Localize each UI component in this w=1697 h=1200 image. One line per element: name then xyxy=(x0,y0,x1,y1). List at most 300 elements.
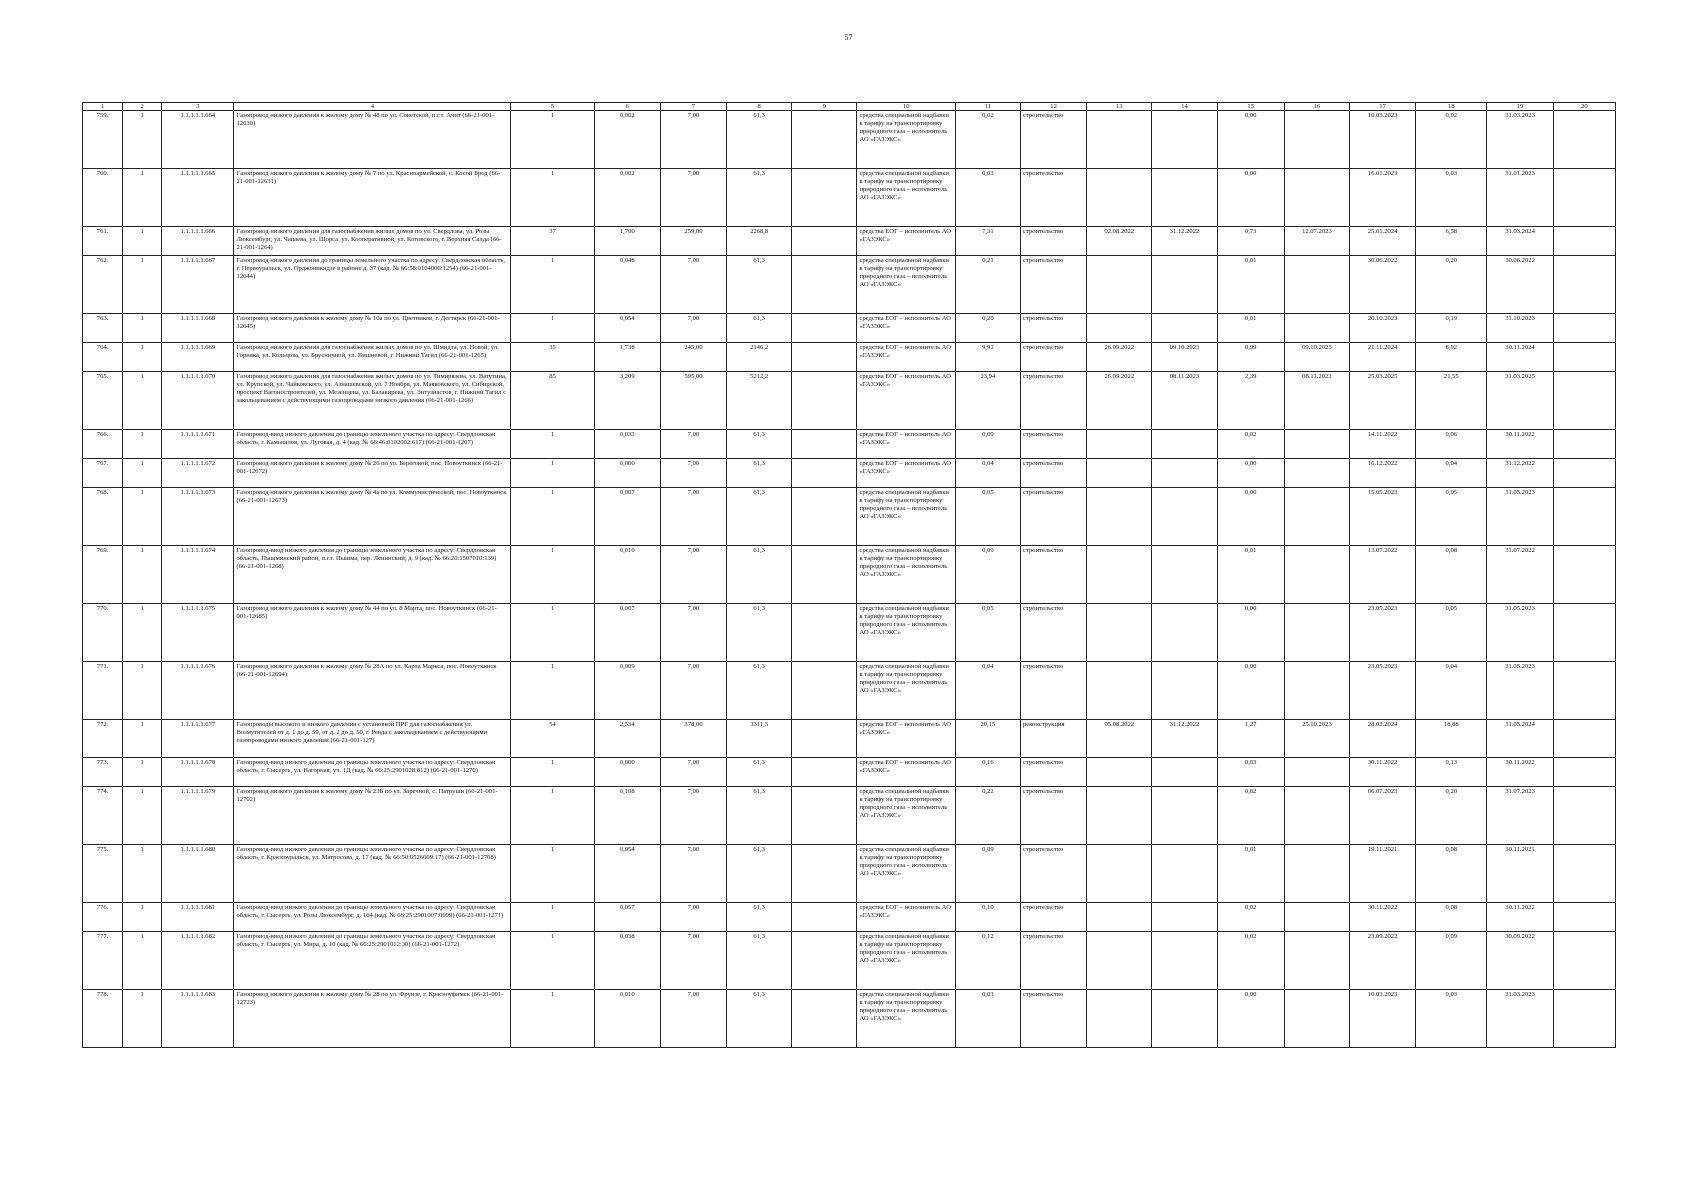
column-number-6: 6 xyxy=(594,103,660,111)
col-6: 0,057 xyxy=(594,903,660,932)
table-row xyxy=(83,932,1616,990)
col-6: 0,108 xyxy=(594,787,660,845)
col-8: 61,3 xyxy=(727,845,792,903)
col-17: 06.07.2023 xyxy=(1350,787,1416,845)
funding-source: средства ЕОГ – исполнитель АО «ГАЗЭКС» xyxy=(857,903,955,932)
col-9 xyxy=(792,488,857,546)
row-number: 766. xyxy=(83,430,123,459)
col-5: 37 xyxy=(511,227,594,256)
col-14: 09.10.2023 xyxy=(1152,343,1217,372)
table-row xyxy=(83,111,1616,169)
work-type: строительство xyxy=(1020,546,1086,604)
col-9 xyxy=(792,903,857,932)
col-9 xyxy=(792,459,857,488)
col-13 xyxy=(1087,256,1152,314)
table-row xyxy=(83,227,1616,256)
col-13: 26.09.2022 xyxy=(1087,372,1152,430)
col-13 xyxy=(1087,932,1152,990)
col-16 xyxy=(1284,758,1349,787)
item-code: 1.1.1.1.1.674 xyxy=(162,546,234,604)
col-6: 0,038 xyxy=(594,932,660,990)
col-8: 61,3 xyxy=(727,604,792,662)
column-number-16: 16 xyxy=(1284,103,1349,111)
funding-source: средства ЕОГ – исполнитель АО «ГАЗЭКС» xyxy=(857,720,955,758)
funding-source: средства ЕОГ – исполнитель АО «ГАЗЭКС» xyxy=(857,343,955,372)
col-14 xyxy=(1152,314,1217,343)
col-8: 61,3 xyxy=(727,111,792,169)
col-8: 2146,2 xyxy=(727,343,792,372)
col-2: 1 xyxy=(123,343,162,372)
object-name: Газопровод-ввод низкого давления до границы земельного участка по адресу: Свердловская область, г. Камышлов, ул. Луговая, д. 4 (кад. № 66:46:0102002:617) (66-21-001-1267) xyxy=(234,430,511,459)
col-18: 0,20 xyxy=(1416,256,1487,314)
col-17: 16.01.2023 xyxy=(1350,169,1416,227)
funding-source: средства ЕОГ – исполнитель АО «ГАЗЭКС» xyxy=(857,314,955,343)
col-7: 7,00 xyxy=(660,932,726,990)
object-name: Газопровод-ввод низкого давления до границы земельного участка по адресу: Свердловская область, г. Сысерть, ул. Нагорная, уч. 1Д (кад. № 66:25:2901028:812) (66-21-001-1270) xyxy=(234,758,511,787)
col-5: 1 xyxy=(511,111,594,169)
table-row xyxy=(83,662,1616,720)
col-5: 1 xyxy=(511,169,594,227)
col-7: 7,00 xyxy=(660,169,726,227)
col-19: 31.05.2024 xyxy=(1487,720,1553,758)
col-15: 0,01 xyxy=(1217,314,1284,343)
row-number: 768. xyxy=(83,488,123,546)
col-18: 6,58 xyxy=(1416,227,1487,256)
col-11: 0,20 xyxy=(955,314,1020,343)
col-19: 30.11.2022 xyxy=(1487,758,1553,787)
col-6: 0,054 xyxy=(594,314,660,343)
item-code: 1.1.1.1.1.681 xyxy=(162,903,234,932)
col-9 xyxy=(792,430,857,459)
col-14 xyxy=(1152,845,1217,903)
column-number-17: 17 xyxy=(1350,103,1416,111)
item-code: 1.1.1.1.1.672 xyxy=(162,459,234,488)
table-row xyxy=(83,903,1616,932)
table-row xyxy=(83,343,1616,372)
table-row xyxy=(83,372,1616,430)
col-13 xyxy=(1087,845,1152,903)
work-type: строительство xyxy=(1020,169,1086,227)
col-9 xyxy=(792,990,857,1048)
item-code: 1.1.1.1.1.669 xyxy=(162,343,234,372)
col-2: 1 xyxy=(123,758,162,787)
col-7: 7,00 xyxy=(660,314,726,343)
col-19: 31.05.2023 xyxy=(1487,488,1553,546)
col-17: 25.01.2024 xyxy=(1350,227,1416,256)
col-16 xyxy=(1284,990,1349,1048)
col-16 xyxy=(1284,787,1349,845)
table-row xyxy=(83,314,1616,343)
col-14 xyxy=(1152,932,1217,990)
col-11: 0,04 xyxy=(955,662,1020,720)
col-18: 0,09 xyxy=(1416,932,1487,990)
col-14 xyxy=(1152,758,1217,787)
work-type: строительство xyxy=(1020,343,1086,372)
col-11: 23,94 xyxy=(955,372,1020,430)
table-row xyxy=(83,488,1616,546)
col-20 xyxy=(1553,845,1615,903)
col-15: 2,39 xyxy=(1217,372,1284,430)
col-14 xyxy=(1152,169,1217,227)
col-7: 7,00 xyxy=(660,256,726,314)
item-code: 1.1.1.1.1.673 xyxy=(162,488,234,546)
object-name: Газопровод низкого давления для газоснабжения жилых домов по ул. Свердлова, ул. Розы Люксембург, ул. Чапаева, ул. Щорса, ул. Кооперативной, ул. Котовского, г. Верхняя Салда (66-21-001-1264) xyxy=(234,227,511,256)
funding-source: средства специальной надбавки к тарифу на транспортировку природного газа – исполнитель АО «ГАЗЭКС» xyxy=(857,488,955,546)
col-2: 1 xyxy=(123,787,162,845)
col-19: 31.12.2022 xyxy=(1487,459,1553,488)
col-9 xyxy=(792,256,857,314)
col-18: 21,55 xyxy=(1416,372,1487,430)
col-8: 61,3 xyxy=(727,932,792,990)
col-5: 1 xyxy=(511,787,594,845)
col-6: 1,700 xyxy=(594,227,660,256)
col-11: 0,12 xyxy=(955,932,1020,990)
work-type: строительство xyxy=(1020,256,1086,314)
column-number-7: 7 xyxy=(660,103,726,111)
col-17: 26.10.2023 xyxy=(1350,314,1416,343)
col-20 xyxy=(1553,662,1615,720)
col-11: 0,05 xyxy=(955,604,1020,662)
row-number: 759. xyxy=(83,111,123,169)
row-number: 765. xyxy=(83,372,123,430)
col-18: 0,08 xyxy=(1416,903,1487,932)
col-6: 0,010 xyxy=(594,990,660,1048)
item-code: 1.1.1.1.1.678 xyxy=(162,758,234,787)
col-2: 1 xyxy=(123,932,162,990)
col-9 xyxy=(792,314,857,343)
col-5: 54 xyxy=(511,720,594,758)
funding-source: средства специальной надбавки к тарифу на транспортировку природного газа – исполнитель АО «ГАЗЭКС» xyxy=(857,662,955,720)
column-number-row xyxy=(83,103,1616,111)
col-15: 0,99 xyxy=(1217,343,1284,372)
col-14 xyxy=(1152,903,1217,932)
row-number: 773. xyxy=(83,758,123,787)
row-number: 770. xyxy=(83,604,123,662)
col-2: 1 xyxy=(123,169,162,227)
object-name: Газопровод низкого давления для газоснабжения жилых домов по ул. Шмидта, ул. Новой, ул. Горняка, ул. Кольцова, ул. Брусничной, ул. Вишневой, г. Нижний Тагил (66-21-001-1265) xyxy=(234,343,511,372)
row-number: 767. xyxy=(83,459,123,488)
item-code: 1.1.1.1.1.668 xyxy=(162,314,234,343)
col-17: 21.11.2024 xyxy=(1350,343,1416,372)
funding-source: средства ЕОГ – исполнитель АО «ГАЗЭКС» xyxy=(857,372,955,430)
col-2: 1 xyxy=(123,662,162,720)
col-9 xyxy=(792,227,857,256)
item-code: 1.1.1.1.1.676 xyxy=(162,662,234,720)
column-number-10: 10 xyxy=(857,103,955,111)
row-number: 771. xyxy=(83,662,123,720)
col-5: 1 xyxy=(511,430,594,459)
funding-source: средства специальной надбавки к тарифу на транспортировку природного газа – исполнитель АО «ГАЗЭКС» xyxy=(857,787,955,845)
table-row xyxy=(83,546,1616,604)
row-number: 761. xyxy=(83,227,123,256)
col-18: 0,04 xyxy=(1416,662,1487,720)
work-type: строительство xyxy=(1020,903,1086,932)
col-20 xyxy=(1553,169,1615,227)
work-type: реконструкция xyxy=(1020,720,1086,758)
col-6: 0,002 xyxy=(594,111,660,169)
col-2: 1 xyxy=(123,111,162,169)
page-number: 57 xyxy=(844,33,853,42)
col-13 xyxy=(1087,758,1152,787)
col-13 xyxy=(1087,430,1152,459)
table-row xyxy=(83,787,1616,845)
col-15: 0,73 xyxy=(1217,227,1284,256)
col-9 xyxy=(792,662,857,720)
col-15: 0,00 xyxy=(1217,111,1284,169)
col-8: 61,3 xyxy=(727,169,792,227)
col-7: 7,00 xyxy=(660,604,726,662)
col-18: 0,19 xyxy=(1416,314,1487,343)
column-number-9: 9 xyxy=(792,103,857,111)
col-2: 1 xyxy=(123,314,162,343)
column-number-4: 4 xyxy=(234,103,511,111)
col-13 xyxy=(1087,903,1152,932)
col-14 xyxy=(1152,546,1217,604)
col-6: 0,048 xyxy=(594,256,660,314)
col-7: 7,00 xyxy=(660,990,726,1048)
column-number-13: 13 xyxy=(1087,103,1152,111)
table-row xyxy=(83,845,1616,903)
col-8: 61,3 xyxy=(727,430,792,459)
object-name: Газопровод-ввод низкого давления до границы земельного участка по адресу: Свердловская область, г. Сысерть, ул. Розы Люксембург, д. 164 (кад. № 66:25:2901007:0099) (66-21-001-1271) xyxy=(234,903,511,932)
col-7: 7,00 xyxy=(660,488,726,546)
col-13: 26.09.2022 xyxy=(1087,343,1152,372)
col-6: 2,534 xyxy=(594,720,660,758)
col-16 xyxy=(1284,314,1349,343)
col-16 xyxy=(1284,932,1349,990)
col-17: 10.03.2023 xyxy=(1350,111,1416,169)
col-18: 0,03 xyxy=(1416,990,1487,1048)
col-19: 30.11.2022 xyxy=(1487,430,1553,459)
column-number-19: 19 xyxy=(1487,103,1553,111)
col-19: 30.06.2022 xyxy=(1487,256,1553,314)
col-13 xyxy=(1087,314,1152,343)
funding-source: средства специальной надбавки к тарифу на транспортировку природного газа – исполнитель АО «ГАЗЭКС» xyxy=(857,932,955,990)
col-8: 61,3 xyxy=(727,787,792,845)
work-type: строительство xyxy=(1020,227,1086,256)
col-16 xyxy=(1284,903,1349,932)
object-name: Газопровод-ввод низкого давления до границы земельного участка по адресу: Свердловская область, Пышминский район, п.г.т. Пышма, пер. Ленинский, д. 9 (кад. № 66:20:1507010:139) (66-21-001-1268) xyxy=(234,546,511,604)
work-type: строительство xyxy=(1020,787,1086,845)
col-14 xyxy=(1152,662,1217,720)
col-20 xyxy=(1553,343,1615,372)
col-14 xyxy=(1152,488,1217,546)
col-6: 0,000 xyxy=(594,758,660,787)
col-5: 1 xyxy=(511,758,594,787)
row-number: 762. xyxy=(83,256,123,314)
col-16 xyxy=(1284,169,1349,227)
col-2: 1 xyxy=(123,720,162,758)
col-6: 0,033 xyxy=(594,430,660,459)
col-13 xyxy=(1087,111,1152,169)
col-20 xyxy=(1553,111,1615,169)
col-5: 1 xyxy=(511,546,594,604)
col-19: 31.05.2023 xyxy=(1487,662,1553,720)
col-6: 0,002 xyxy=(594,169,660,227)
col-15: 0,01 xyxy=(1217,256,1284,314)
col-19: 31.07.2022 xyxy=(1487,546,1553,604)
object-name: Газопровод низкого давления к жилому дому № 23Б по ул. Заречной, с. Патруши (66-21-001-12702) xyxy=(234,787,511,845)
col-16 xyxy=(1284,662,1349,720)
col-11: 0,05 xyxy=(955,488,1020,546)
col-13 xyxy=(1087,787,1152,845)
column-number-12: 12 xyxy=(1020,103,1086,111)
col-7: 7,00 xyxy=(660,662,726,720)
col-11: 20,15 xyxy=(955,720,1020,758)
col-18: 0,05 xyxy=(1416,604,1487,662)
col-9 xyxy=(792,343,857,372)
col-16: 12.07.2023 xyxy=(1284,227,1349,256)
row-number: 760. xyxy=(83,169,123,227)
col-17: 25.03.2025 xyxy=(1350,372,1416,430)
col-20 xyxy=(1553,372,1615,430)
column-number-3: 3 xyxy=(162,103,234,111)
col-17: 30.11.2022 xyxy=(1350,903,1416,932)
col-14 xyxy=(1152,459,1217,488)
column-number-8: 8 xyxy=(727,103,792,111)
col-7: 7,00 xyxy=(660,903,726,932)
col-11: 0,03 xyxy=(955,990,1020,1048)
col-14: 31.12.2022 xyxy=(1152,720,1217,758)
col-7: 7,00 xyxy=(660,758,726,787)
col-9 xyxy=(792,546,857,604)
col-11: 0,16 xyxy=(955,758,1020,787)
table-row xyxy=(83,459,1616,488)
col-16 xyxy=(1284,111,1349,169)
col-17: 10.03.2023 xyxy=(1350,990,1416,1048)
column-number-18: 18 xyxy=(1416,103,1487,111)
col-20 xyxy=(1553,546,1615,604)
col-15: 0,00 xyxy=(1217,459,1284,488)
col-7: 245,00 xyxy=(660,343,726,372)
col-5: 1 xyxy=(511,488,594,546)
row-number: 776. xyxy=(83,903,123,932)
item-code: 1.1.1.1.1.683 xyxy=(162,990,234,1048)
col-19: 30.09.2022 xyxy=(1487,932,1553,990)
object-name: Газопровод низкого давления к жилому дому № 10а по ул. Цветников, г. Дегтярск (66-21-001-12645) xyxy=(234,314,511,343)
work-type: строительство xyxy=(1020,990,1086,1048)
col-9 xyxy=(792,111,857,169)
funding-source: средства ЕОГ – исполнитель АО «ГАЗЭКС» xyxy=(857,227,955,256)
col-11: 0,09 xyxy=(955,546,1020,604)
funding-source: средства ЕОГ – исполнитель АО «ГАЗЭКС» xyxy=(857,758,955,787)
col-8: 61,3 xyxy=(727,990,792,1048)
col-5: 1 xyxy=(511,314,594,343)
col-2: 1 xyxy=(123,227,162,256)
col-16 xyxy=(1284,604,1349,662)
col-14 xyxy=(1152,990,1217,1048)
col-15: 0,03 xyxy=(1217,758,1284,787)
col-8: 61,3 xyxy=(727,459,792,488)
funding-source: средства ЕОГ – исполнитель АО «ГАЗЭКС» xyxy=(857,430,955,459)
funding-source: средства специальной надбавки к тарифу на транспортировку природного газа – исполнитель АО «ГАЗЭКС» xyxy=(857,546,955,604)
col-2: 1 xyxy=(123,372,162,430)
col-8: 5212,2 xyxy=(727,372,792,430)
col-19: 30.11.2022 xyxy=(1487,903,1553,932)
col-15: 0,02 xyxy=(1217,932,1284,990)
table-row xyxy=(83,758,1616,787)
col-9 xyxy=(792,787,857,845)
item-code: 1.1.1.1.1.671 xyxy=(162,430,234,459)
funding-source: средства ЕОГ – исполнитель АО «ГАЗЭКС» xyxy=(857,459,955,488)
col-18: 0,06 xyxy=(1416,430,1487,459)
col-20 xyxy=(1553,990,1615,1048)
col-15: 1,27 xyxy=(1217,720,1284,758)
col-11: 0,09 xyxy=(955,430,1020,459)
col-19: 31.03.2024 xyxy=(1487,227,1553,256)
col-14 xyxy=(1152,787,1217,845)
col-17: 23.05.2023 xyxy=(1350,604,1416,662)
col-17: 30.06.2022 xyxy=(1350,256,1416,314)
work-type: строительство xyxy=(1020,662,1086,720)
col-11: 9,91 xyxy=(955,343,1020,372)
col-17: 14.11.2022 xyxy=(1350,430,1416,459)
col-19: 31.10.2023 xyxy=(1487,314,1553,343)
funding-source: средства специальной надбавки к тарифу на транспортировку природного газа – исполнитель АО «ГАЗЭКС» xyxy=(857,111,955,169)
col-16 xyxy=(1284,430,1349,459)
col-15: 0,02 xyxy=(1217,903,1284,932)
col-6: 0,009 xyxy=(594,662,660,720)
col-9 xyxy=(792,932,857,990)
col-20 xyxy=(1553,787,1615,845)
col-5: 1 xyxy=(511,903,594,932)
work-type: строительство xyxy=(1020,372,1086,430)
col-13: 02.08.2022 xyxy=(1087,227,1152,256)
col-6: 0,007 xyxy=(594,488,660,546)
col-13 xyxy=(1087,662,1152,720)
item-code: 1.1.1.1.1.675 xyxy=(162,604,234,662)
col-14: 31.12.2022 xyxy=(1152,227,1217,256)
col-6: 0,007 xyxy=(594,604,660,662)
row-number: 764. xyxy=(83,343,123,372)
row-number: 777. xyxy=(83,932,123,990)
col-13 xyxy=(1087,990,1152,1048)
investment-program-table xyxy=(82,102,1616,1048)
col-14 xyxy=(1152,111,1217,169)
col-18: 8,92 xyxy=(1416,343,1487,372)
col-11: 7,31 xyxy=(955,227,1020,256)
row-number: 774. xyxy=(83,787,123,845)
col-8: 61,3 xyxy=(727,256,792,314)
col-7: 7,00 xyxy=(660,430,726,459)
col-13: 05.08.2022 xyxy=(1087,720,1152,758)
col-13 xyxy=(1087,459,1152,488)
col-13 xyxy=(1087,169,1152,227)
item-code: 1.1.1.1.1.677 xyxy=(162,720,234,758)
object-name: Газопровод низкого давления к жилому дому № 7 по ул. Красноармейской, с. Косой Брод (66-21-001-12631) xyxy=(234,169,511,227)
col-16 xyxy=(1284,546,1349,604)
col-8: 3311,3 xyxy=(727,720,792,758)
col-8: 61,3 xyxy=(727,662,792,720)
col-18: 0,05 xyxy=(1416,488,1487,546)
col-6: 0,000 xyxy=(594,459,660,488)
col-5: 35 xyxy=(511,343,594,372)
col-17: 13.07.2022 xyxy=(1350,546,1416,604)
col-7: 7,00 xyxy=(660,546,726,604)
funding-source: средства специальной надбавки к тарифу на транспортировку природного газа – исполнитель АО «ГАЗЭКС» xyxy=(857,604,955,662)
col-19: 31.03.2023 xyxy=(1487,111,1553,169)
col-9 xyxy=(792,758,857,787)
table-body xyxy=(83,111,1616,1048)
col-18: 0,20 xyxy=(1416,787,1487,845)
table-row xyxy=(83,169,1616,227)
col-20 xyxy=(1553,932,1615,990)
col-14 xyxy=(1152,604,1217,662)
col-20 xyxy=(1553,256,1615,314)
col-18: 0,03 xyxy=(1416,169,1487,227)
object-name: Газопровод низкого давления к жилому дому № 4а по ул. Коммунистической, пос. Новоуткинск (66-21-001-12673) xyxy=(234,488,511,546)
col-19: 31.07.2023 xyxy=(1487,787,1553,845)
